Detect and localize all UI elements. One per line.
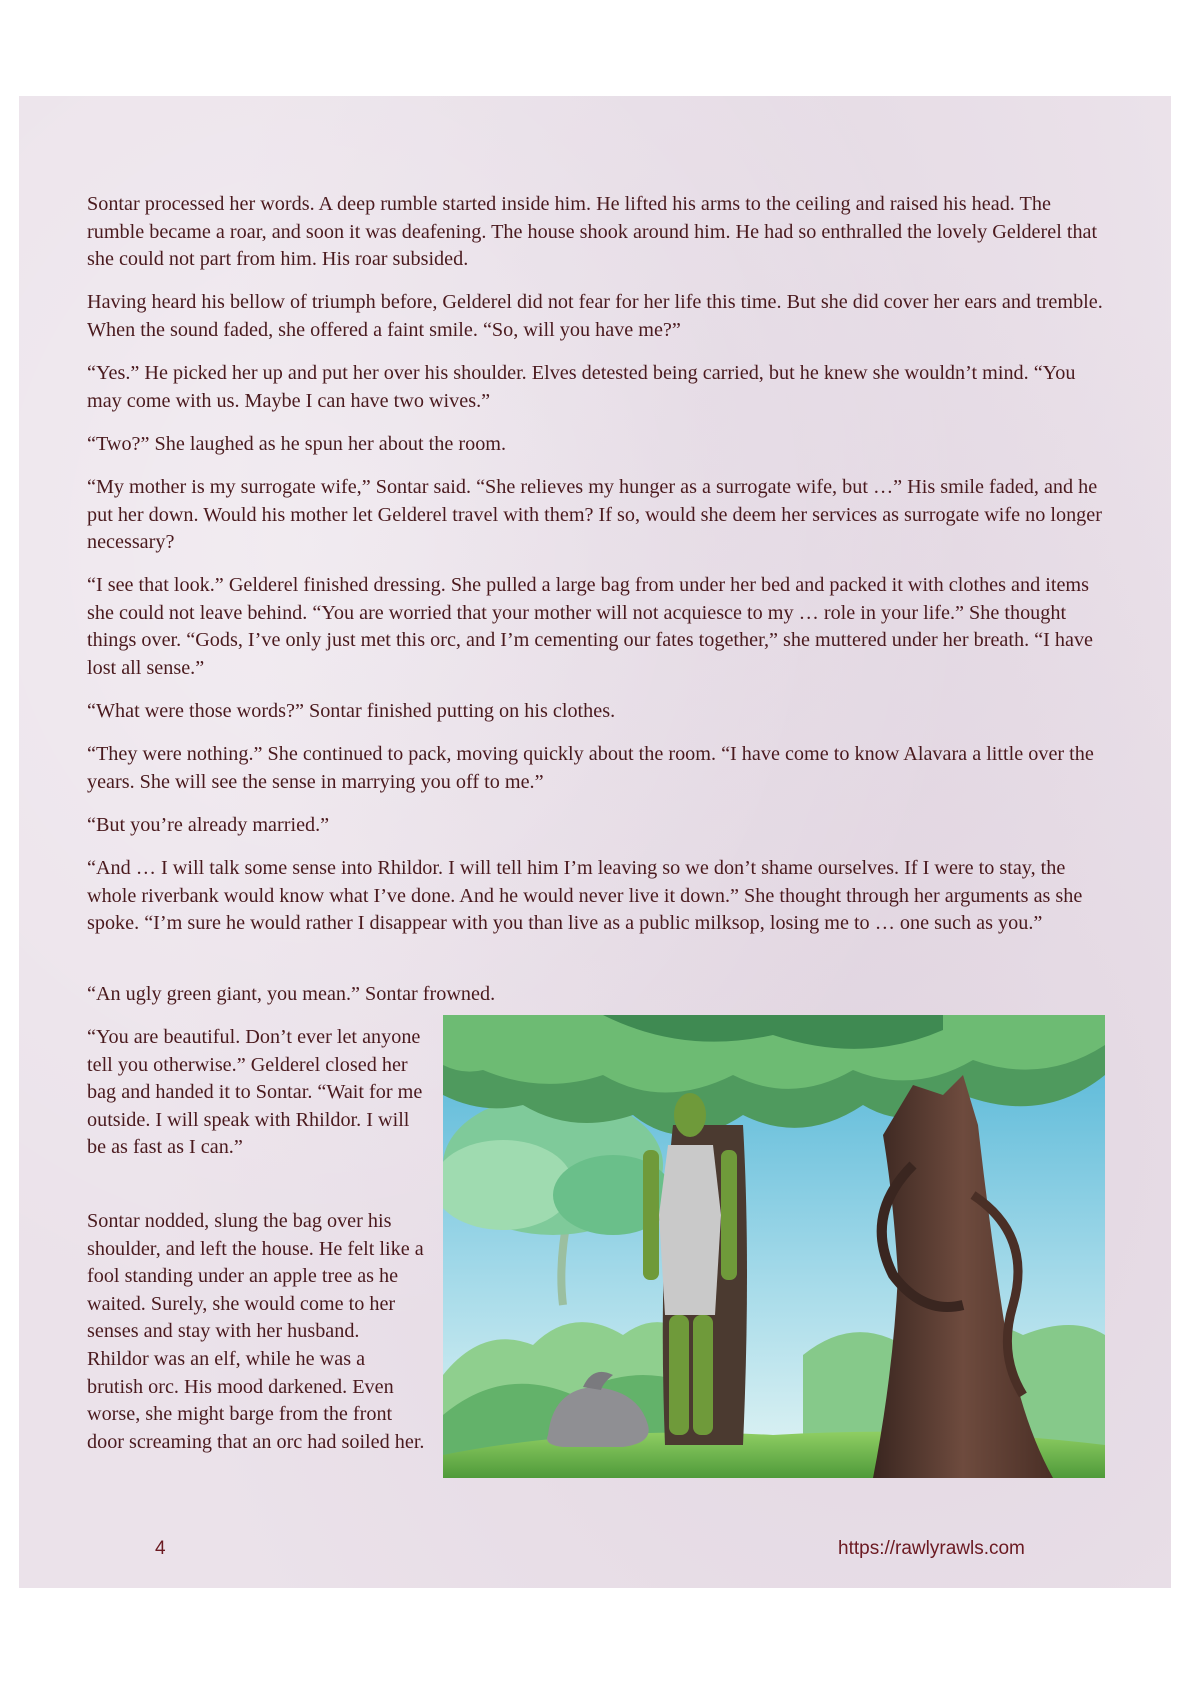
paragraph-3: “Yes.” He picked her up and put her over his shoulder. Elves detested being carried, but he knew she wouldn’t mind. “You may come with us. Maybe I can have two wives.” (87, 362, 1076, 412)
paragraph-10: “And … I will talk some sense into Rhildor. I will tell him I’m leaving so we don’t shame ourselves. If I were to stay, the whole riverbank would know what I’ve done. And he would never live it down.” She thought through her arguments as she spoke. “I’m sure he would rather I disappear with you than live as a public milksop, losing me to … one such as you.” (87, 857, 1083, 935)
footer-url[interactable]: https://rawlyrawls.com (838, 1538, 1025, 1559)
paragraph-6: “I see that look.” Gelderel finished dressing. She pulled a large bag from under her bed and packed it with clothes and items she could not leave behind. “You are worried that your mother will not acquiesce to my … role in your life.” She thought things over. “Gods, I’ve only just met this orc, and I’m cementing our fates together,” she muttered under her breath. “I have lost all sense.” (87, 574, 1094, 679)
paragraph-9: “But you’re already married.” (87, 814, 330, 836)
paragraph-12: “You are beautiful. Don’t ever let anyone tell you otherwise.” Gelderel closed her bag and handed it to Sontar. “Wait for me outside. I will speak with Rhildor. I will be as fast as I can.” (87, 1026, 423, 1159)
paragraph-8: “They were nothing.” She continued to pack, moving quickly about the room. “I have come to know Alavara a little over the years. She will see the sense in marrying you off to me.” (87, 743, 1094, 793)
orc-under-tree-illustration (443, 1015, 1105, 1478)
paragraph-5: “My mother is my surrogate wife,” Sontar said. “She relieves my hunger as a surrogate wife, but …” His smile faded, and he put her down. Would his mother let Gelderel travel with them? If so, would she deem her services as surrogate wife no longer necessary? (87, 476, 1102, 554)
paragraph-2: Having heard his bellow of triumph before, Gelderel did not fear for her life this time. But she did cover her ears and tremble. When the sound faded, she offered a faint smile. “So, will you have me?” (87, 291, 1103, 341)
paragraph-1: Sontar processed her words. A deep rumble started inside him. He lifted his arms to the ceiling and raised his head. The rumble became a roar, and soon it was deafening. The house shook around him. He had so enthralled the lovely Gelderel that she could not part from him. His roar subsided. (87, 193, 1098, 271)
paragraph-13: Sontar nodded, slung the bag over his shoulder, and left the house. He felt like a fool standing under an apple tree as he waited. Surely, she would come to her senses and stay with her husband. Rhildor was an elf, while he was a brutish orc. His mood darkened. Even worse, she might barge from the front door screaming that an orc had soiled her. (87, 1210, 425, 1453)
page-number: 4 (155, 1538, 166, 1559)
paragraph-7: “What were those words?” Sontar finished putting on his clothes. (87, 700, 616, 722)
paragraph-11: “An ugly green giant, you mean.” Sontar frowned. (87, 983, 496, 1005)
paragraph-4: “Two?” She laughed as he spun her about the room. (87, 433, 507, 455)
